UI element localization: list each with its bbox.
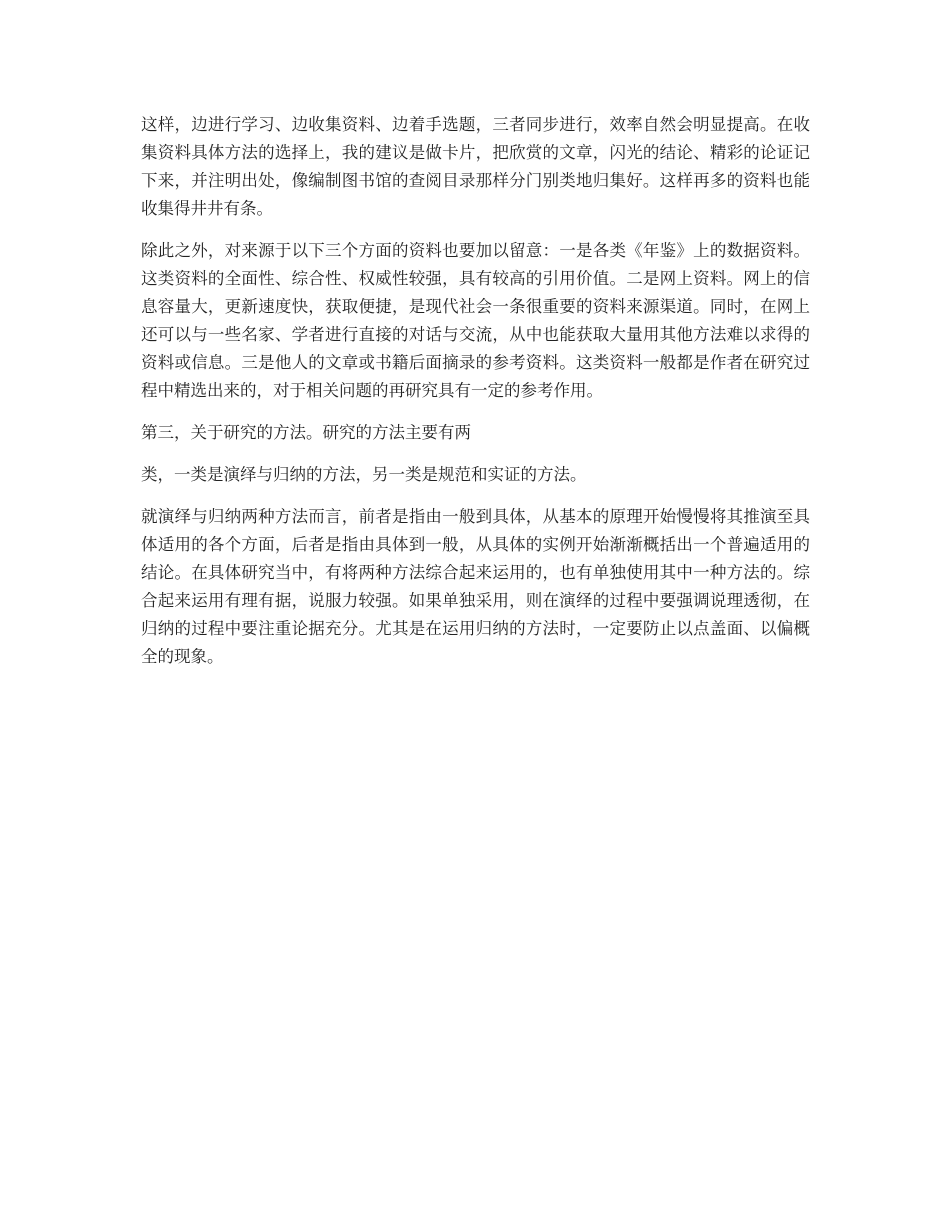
document-body [141,111,810,685]
paragraph-material-sources: 除此之外，对来源于以下三个方面的资料也要加以留意：一是各类《年鉴》上的数据资料。这类资料的全面性、综合性、权威性较强，具有较高的引用价值。二是网上资料。网上的信息容量大，更新速度快，获取便捷，是现代社会一条很重要的资料来源渠道。同时，在网上还可以与一些名家、学者进行直接的对话与交流，从中也能获取大量用其他方法难以求得的资料或信息。三是他人的文章或书籍后面摘录的参考资料。这类资料一般都是作者在研究过程中精选出来的，对于相关问题的再研究具有一定的参考作用。 [141,241,810,400]
paragraph-collecting-materials: 这样，边进行学习、边收集资料、边着手选题，三者同步进行，效率自然会明显提高。在收集资料具体方法的选择上，我的建议是做卡片，把欣赏的文章，闪光的结论、精彩的论证记下来，并注明出处，像编制图书馆的查阅目录那样分门别类地归集好。这样再多的资料也能收集得井井有条。 [141,115,810,218]
paragraph-research-methods-heading: 第三，关于研究的方法。研究的方法主要有两 [141,423,471,442]
paragraph-deduction-induction: 就演绎与归纳两种方法而言，前者是指由一般到具体，从基本的原理开始慢慢将其推演至具体适用的各个方面，后者是指由具体到一般，从具体的实例开始渐渐概括出一个普遍适用的结论。在具体研究当中，有将两种方法综合起来运用的，也有单独使用其中一种方法的。综合起来运用有理有据，说服力较强。如果单独采用，则在演绎的过程中要强调说理透彻，在归纳的过程中要注重论据充分。尤其是在运用归纳的方法时，一定要防止以点盖面、以偏概全的现象。 [141,507,810,666]
paragraph-research-methods-types: 类，一类是演绎与归纳的方法，另一类是规范和实证的方法。 [141,465,587,484]
